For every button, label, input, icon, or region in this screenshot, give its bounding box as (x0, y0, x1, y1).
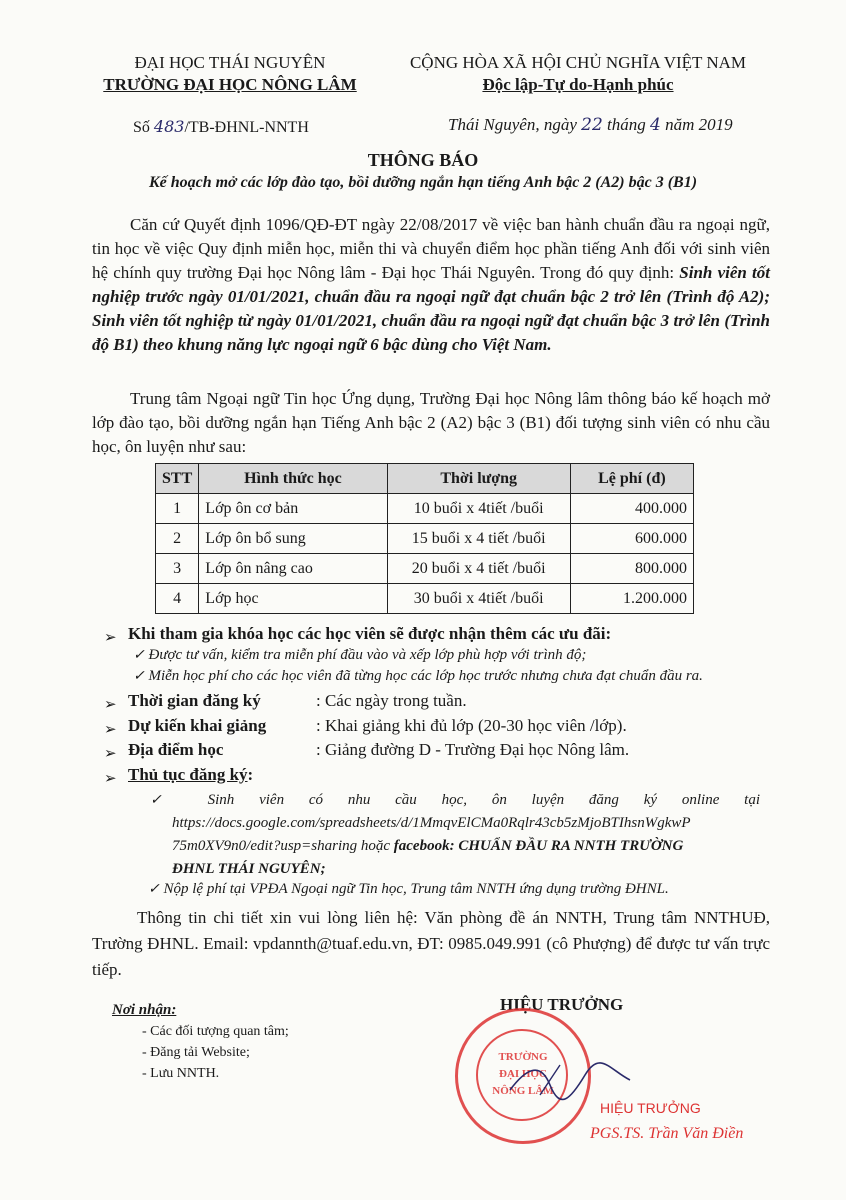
university-name: ĐẠI HỌC THÁI NGUYÊN (134, 53, 326, 72)
table-cell: Lớp ôn nâng cao (199, 554, 387, 584)
table-row (156, 494, 694, 524)
table-cell: 600.000 (570, 524, 693, 554)
recipients-block (112, 1000, 289, 1084)
table-cell: Lớp ôn bổ sung (199, 524, 387, 554)
table-cell: Lớp học (199, 584, 387, 614)
info-label: Thời gian đăng ký (128, 691, 261, 710)
recipients-heading: Nơi nhận: (112, 1002, 177, 1018)
signer-name: PGS.TS. Trần Văn Điền (590, 1125, 744, 1142)
official-seal: TRƯỜNG ĐẠI HỌC NÔNG LÂM (455, 1008, 591, 1144)
document-number: Số 483/TB-ĐHNL-NNTH (133, 117, 309, 136)
procedure-item: ✓ Sinh viên có nhu cầu học, ôn luyện đăng ký online tại https://docs.google.com/spreadsheets/d/1MmqvElCMa0Rqlr43cb5zMjoBTIhsnWgkwP 75m0XV9n0/edit?usp=sharing hoặc facebook: CHUẨN ĐẦU RA NNTH TRƯỜNG ĐHNL THÁI NGUYÊN; (150, 792, 761, 877)
registration-link[interactable]: https://docs.google.com/spreadsheets/d/1MmqvElCMa0Rqlr43cb5zMjoBTIhsnWgkwP (172, 815, 691, 831)
table-cell: 20 buổi x 4 tiết /buổi (387, 554, 570, 584)
arrow-bullet-icon: ➢ (104, 722, 117, 738)
table-header-cell: STT (156, 464, 199, 494)
fee-table (155, 463, 694, 614)
national-title: CỘNG HÒA XÃ HỘI CHỦ NGHĨA VIỆT NAM (409, 53, 747, 72)
contact-paragraph: Thông tin chi tiết xin vui lòng liên hệ: Văn phòng đề án NNTH, Trung tâm NNTHUĐ, Trường ĐHNL. Email: vpdannth@tuaf.edu.vn, ĐT: 0985.049.991 (cô Phượng) để được tư vấn trực tiếp. (92, 908, 770, 979)
paragraph-basis: Căn cứ Quyết định 1096/QĐ-ĐT ngày 22/08/2017 về việc ban hành chuẩn đầu ra ngoại ngữ, tin học về việc Quy định miễn học, miễn thi và chuyển điểm học phần tiếng Anh đối với sinh viên hệ chính quy trường Đại học Nông lâm - Đại học Thái Nguyên. Trong đó quy định: Sinh viên tốt nghiệp trước ngày 01/01/2021, chuẩn đầu ra ngoại ngữ đạt chuẩn bậc 2 trở lên (Trình độ A2); Sinh viên tốt nghiệp từ ngày 01/01/2021, chuẩn đầu ra ngoại ngữ đạt chuẩn bậc 3 trở lên (Trình độ B1) theo khung năng lực ngoại ngữ 6 bậc dùng cho Việt Nam. (92, 215, 770, 354)
school-name: TRƯỜNG ĐẠI HỌC NÔNG LÂM (103, 75, 357, 94)
arrow-bullet-icon: ➢ (104, 697, 117, 713)
table-cell: 800.000 (570, 554, 693, 584)
recipient-item: - Các đối tượng quan tâm; (142, 1024, 289, 1039)
handwritten-number: 483 (153, 117, 185, 136)
table-cell: 1.200.000 (570, 584, 693, 614)
header-right (378, 52, 778, 96)
arrow-bullet-icon: ➢ (104, 746, 117, 762)
table-row (156, 554, 694, 584)
table-cell: 30 buổi x 4tiết /buổi (387, 584, 570, 614)
table-cell: 400.000 (570, 494, 693, 524)
table-cell: 10 buổi x 4tiết /buổi (387, 494, 570, 524)
table-header-row (156, 464, 694, 494)
document-title: THÔNG BÁO (367, 150, 479, 170)
signature-title: HIỆU TRƯỞNG (500, 995, 624, 1014)
check-icon: ✓ (148, 882, 160, 897)
arrow-bullet-icon: ➢ (104, 630, 117, 646)
header-left (100, 52, 360, 96)
check-icon: ✓ (150, 793, 183, 808)
table-cell: 4 (156, 584, 199, 614)
recipient-item: - Lưu NNTH. (142, 1066, 220, 1081)
info-value: : Khai giảng khi đủ lớp (20-30 học viên /lớp). (316, 716, 627, 735)
table-row (156, 584, 694, 614)
document-date: Thái Nguyên, ngày 22 tháng 4 năm 2019 (448, 115, 733, 135)
info-label: Dự kiến khai giảng (128, 716, 267, 735)
national-motto: Độc lập-Tự do-Hạnh phúc (482, 75, 674, 94)
table-cell: 15 buổi x 4 tiết /buổi (387, 524, 570, 554)
procedure-item: ✓ Nộp lệ phí tại VPĐA Ngoại ngữ Tin học, Trung tâm NNTH ứng dụng trường ĐHNL. (148, 881, 669, 897)
benefit-item: ✓ Miễn học phí cho các học viên đã từng học các lớp học trước nhưng chưa đạt chuẩn đầu ra. (133, 668, 703, 684)
table-header-cell: Lệ phí (đ) (570, 464, 693, 494)
table-cell: Lớp ôn cơ bản (199, 494, 387, 524)
info-value: : Các ngày trong tuần. (316, 691, 467, 710)
info-label: Địa điểm học (128, 740, 224, 759)
check-icon: ✓ (133, 669, 145, 684)
stamp-title: HIỆU TRƯỞNG (600, 1100, 701, 1116)
info-value: : Giảng đường D - Trường Đại học Nông lâm. (316, 740, 630, 759)
check-icon: ✓ (133, 648, 145, 663)
table-header-cell: Thời lượng (387, 464, 570, 494)
procedure-heading: Thủ tục đăng ký: (128, 765, 254, 784)
benefit-item: ✓ Được tư vấn, kiểm tra miễn phí đầu vào và xếp lớp phù hợp với trình độ; (133, 647, 587, 663)
table-cell: 2 (156, 524, 199, 554)
paragraph-announcement: Trung tâm Ngoại ngữ Tin học Ứng dụng, Trường Đại học Nông lâm thông báo kế hoạch mở lớp đào tạo, bồi dưỡng ngắn hạn Tiếng Anh bậc 2 (A2) bậc 3 (B1) đối tượng sinh viên có nhu cầu học, ôn luyện như sau: (92, 389, 770, 456)
arrow-bullet-icon: ➢ (104, 771, 117, 787)
facebook-page-name[interactable]: CHUẨN ĐẦU RA NNTH TRƯỜNG (454, 838, 684, 854)
benefits-heading: Khi tham gia khóa học các học viên sẽ được nhận thêm các ưu đãi: (128, 624, 612, 643)
document-subtitle: Kế hoạch mở các lớp đào tạo, bồi dưỡng ngắn hạn tiếng Anh bậc 2 (A2) bậc 3 (B1) (148, 174, 698, 191)
paragraph-emphasis: Sinh viên tốt nghiệp trước ngày 01/01/2021, chuẩn đầu ra ngoại ngữ đạt chuẩn bậc 2 trở lên (Trình độ A2); Sinh viên tốt nghiệp từ ngày 01/01/2021, chuẩn đầu ra ngoại ngữ đạt chuẩn bậc 3 trở lên (Trình độ B1) theo khung năng lực ngoại ngữ 6 bậc dùng cho Việt Nam. (92, 263, 770, 354)
recipient-item: - Đăng tải Website; (142, 1045, 250, 1060)
table-header-cell: Hình thức học (199, 464, 387, 494)
table-row (156, 524, 694, 554)
table-cell: 1 (156, 494, 199, 524)
table-cell: 3 (156, 554, 199, 584)
